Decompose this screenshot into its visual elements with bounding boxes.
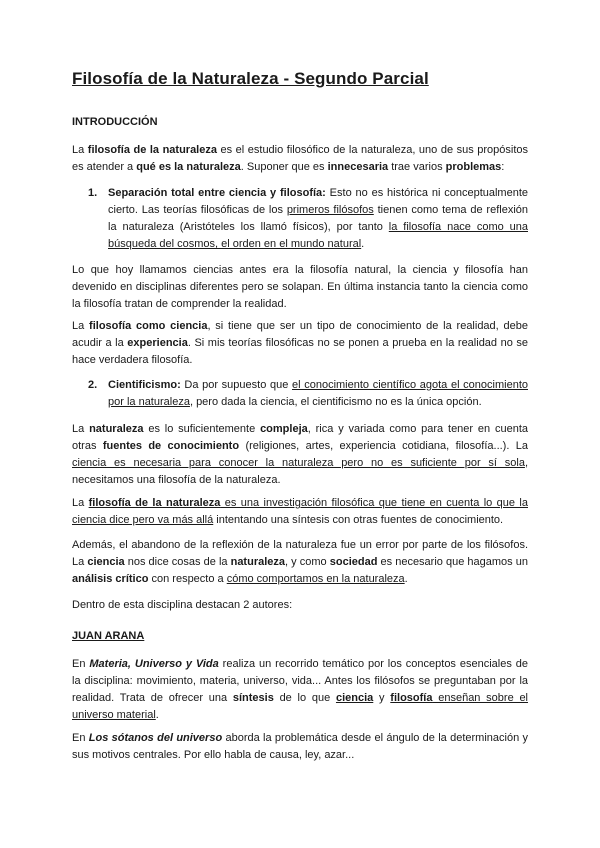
bold-text: síntesis — [232, 692, 274, 704]
bold-text: problemas — [445, 161, 502, 173]
text: es el estudio filosófico de la naturaleza, uno de sus propósitos es atender a — [72, 144, 528, 173]
text: trae varios — [388, 161, 446, 173]
section-heading-introduccion: INTRODUCCIÓN — [72, 116, 158, 128]
paragraph-1 — [72, 142, 528, 176]
text: : — [501, 161, 505, 173]
text: La — [72, 497, 89, 509]
book-title: Los sótanos del universo — [88, 732, 223, 744]
text: de lo que — [273, 692, 336, 704]
text: es necesario que hagamos un — [377, 556, 528, 568]
bold-text: innecesaria — [327, 161, 389, 173]
paragraph-6 — [72, 537, 528, 588]
bold-text: experiencia — [127, 337, 188, 349]
bold-text: compleja — [260, 423, 308, 435]
text: nos dice cosas de la — [124, 556, 231, 568]
book-title: Materia, Universo y Vida — [89, 658, 219, 670]
bold-text: sociedad — [329, 556, 378, 568]
text: La — [72, 423, 90, 435]
text: . Suponer que es — [240, 161, 328, 173]
text: . — [361, 238, 365, 250]
list-number: 2. — [88, 379, 98, 391]
text: , si tiene que ser un tipo de conocimiento de la realidad, debe acudir a la — [72, 320, 528, 349]
list-item-1 — [88, 185, 529, 253]
text: tienen como tema de reflexión la naturaleza (Aristóteles los llamó físicos), por tanto — [108, 204, 529, 233]
bold-text: filosofía de la naturaleza — [87, 144, 217, 156]
underlined-text: la filosofía nace como una búsqueda del cosmos, el orden en el mundo natural — [108, 221, 528, 250]
text: y — [373, 692, 391, 704]
text: Además, el abandono de la reflexión de la naturaleza fue un error por parte de los filósofos. La — [72, 539, 528, 568]
text: es lo suficientemente — [143, 423, 261, 435]
text: , rica y variada como para tener en cuenta otras — [72, 423, 529, 452]
paragraph-4 — [72, 421, 528, 489]
text: En — [72, 658, 90, 670]
text: , y como — [285, 556, 330, 568]
text: La — [72, 144, 88, 156]
bold-text: fuentes de conocimiento — [102, 440, 240, 452]
paragraph-2: Lo que hoy llamamos ciencias antes era la filosofía natural, la ciencia y filosofía han devenido en disciplinas diferentes pero se solapan. En última instancia tanto la ciencia como la filosofía tratan de comprender la realidad. — [72, 264, 528, 310]
text: con respecto a — [148, 573, 227, 585]
bold-text: análisis crítico — [72, 573, 149, 585]
text: realiza un recorrido temático por los conceptos esenciales de la disciplina: movimiento, materia, universo, vida... Antes los filósofos se preguntaban por la realidad. Trata de ofrecer una — [72, 658, 528, 704]
bold-underlined-text: filosofía — [390, 692, 433, 704]
underlined-text: es una investigación filosófica que tiene en cuenta lo que la ciencia dice pero va más allá — [72, 497, 528, 526]
text: (religiones, artes, experiencia cotidiana, filosofía...). La — [239, 440, 529, 452]
text: intentando una síntesis con otras fuentes de conocimiento. — [213, 514, 504, 526]
text: Da por supuesto que — [180, 379, 292, 391]
paragraph-7: Dentro de esta disciplina destacan 2 autores: — [72, 599, 293, 611]
bold-text: naturaleza — [89, 423, 144, 435]
text: . — [404, 573, 408, 585]
text: . Si mis teorías filosóficas no se ponen a prueba en la realidad no se hace verdadera filosofía. — [72, 337, 528, 366]
bold-underlined-text: filosofía de la naturaleza — [88, 497, 221, 509]
text: aborda la problemática desde el ángulo de la determinación y sus motivos centrales. Por ello habla de causa, ley, azar... — [72, 732, 528, 761]
text: , pero dada la ciencia, el cientificismo no es la única opción. — [189, 396, 482, 408]
text: , necesitamos una filosofía de la naturaleza. — [72, 457, 528, 486]
list-item-2 — [88, 377, 528, 411]
bold-text: Separación total entre ciencia y filosofía: — [108, 187, 326, 199]
section-heading-juan-arana: JUAN ARANA — [72, 630, 145, 642]
bold-text: ciencia — [87, 556, 125, 568]
paragraph-3 — [72, 318, 528, 369]
bold-underlined-text: ciencia — [335, 692, 374, 704]
underlined-text: enseñan sobre el universo material — [72, 692, 529, 721]
paragraph-9 — [72, 730, 528, 764]
text: La — [72, 320, 90, 332]
bold-text: Cientificismo: — [108, 379, 181, 391]
text: En — [72, 732, 89, 744]
bold-text: naturaleza — [230, 556, 286, 568]
underlined-text: primeros filósofos — [286, 204, 374, 216]
text: Esto no es histórica ni conceptualmente cierto. Las teorías filosóficas de los — [108, 187, 528, 216]
bold-text: qué es la naturaleza — [136, 161, 241, 173]
text: . — [155, 709, 159, 721]
underlined-text: el conocimiento científico agota el conocimiento por la naturaleza — [108, 379, 528, 408]
bold-text: filosofía como ciencia — [89, 320, 208, 332]
paragraph-8 — [72, 656, 528, 724]
document-title: Filosofía de la Naturaleza - Segundo Parcial — [72, 69, 429, 88]
underlined-text: cómo comportamos en la naturaleza — [226, 573, 405, 585]
underlined-text: ciencia es necesaria para conocer la naturaleza pero no es suficiente por sí sola — [72, 457, 525, 469]
list-number: 1. — [88, 187, 98, 199]
paragraph-5 — [72, 495, 528, 529]
